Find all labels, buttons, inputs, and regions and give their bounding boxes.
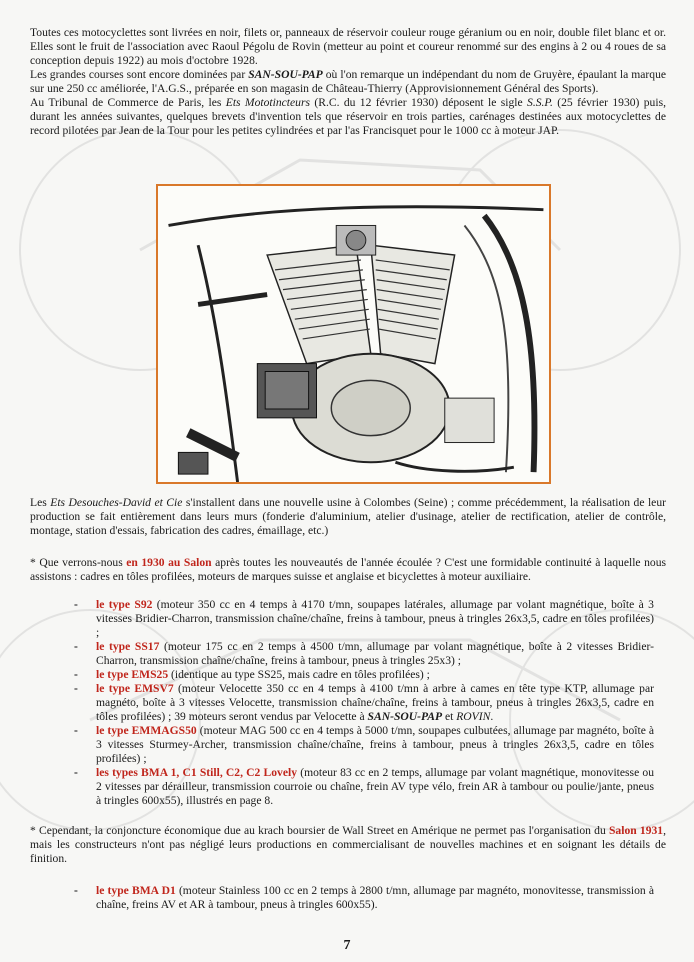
list-item: - le type EMMAGS50 (moteur MAG 500 cc en 4 temps à 5000 t/mn, soupapes culbutées, allumage par magnéto, boîte à 3 vitesses Sturmey-Archer, transmission chaîne/chaîne, freins à tambour, pneus à tringles 26x3,5, cadre en tôles profilées) ; xyxy=(74,724,654,766)
list-item: - le type SS17 (moteur 175 cc en 2 temps à 4500 t/mn, allumage par volant magnétique, boîte à 2 vitesses Bridier-Charron, transmission chaîne/chaîne, freins à tambour, pneus à tringles 25x3) ; xyxy=(74,640,654,668)
list-item: - le type S92 (moteur 350 cc en 4 temps à 4170 t/mn, soupapes latérales, allumage par volant magnétique, boîte à 3 vitesses Bridier-Charron, transmission chaîne/chaîne, freins à tambour, pneus à tringles 26x3,5, cadre en tôles profilées) ; xyxy=(74,598,654,640)
intro-text xyxy=(30,26,666,138)
engine-illustration xyxy=(156,184,551,484)
intro-paragraph-1: Toutes ces motocyclettes sont livrées en noir, filets or, panneaux de réservoir couleur rouge géranium ou en noir, double filet blanc et or. Elles sont le fruit de l'association avec Raoul Pégolu de Rovin (metteur au point et coureur renommé sur des engins à 2 ou 4 roues de sa conception depuis 1922) au mois d'octobre 1928. xyxy=(30,26,666,67)
models-1931-list xyxy=(74,884,654,912)
salon-1930-paragraph: * Que verrons-nous en 1930 au Salon après toutes les nouveautés de l'année écoulée ? C'est une formidable continuité à laquelle nous assistons : cadres en tôles profilées, moteurs de marques suisse et anglaise et bicyclettes à moteur auxiliaire. xyxy=(30,556,667,583)
salon-1931-paragraph: * Cependant, la conjoncture économique due au krach boursier de Wall Street en Amérique ne permet pas l'organisation du Salon 1931, mais les constructeurs n'ont pas négligé leurs productions en commercialisant de nouvelles machines et en soignant les détails de finition. xyxy=(30,824,666,865)
list-item: - les types BMA 1, C1 Still, C2, C2 Lovely (moteur 83 cc en 2 temps, allumage par volant magnétique, monovitesse ou 2 vitesses par dérailleur, transmission courroie ou chaîne, frein AV type vélo, frein AR à tambour ou poulie/jante, pneus à tringles 600x55), illustrés en page 8. xyxy=(74,766,654,808)
page-number: 7 xyxy=(343,938,351,953)
engine-drawing xyxy=(158,186,549,482)
models-1930-list xyxy=(74,598,654,808)
list-item: - le type BMA D1 (moteur Stainless 100 cc en 2 temps à 2800 t/mn, allumage par magnéto, monovitesse, transmission à chaîne, freins AV et AR à tambour, pneus à tringles 600x55). xyxy=(74,884,654,912)
list-item: - le type EMS25 (identique au type SS25, mais cadre en tôles profilées) ; xyxy=(74,668,654,682)
factory-paragraph: Les Ets Desouches-David et Cie s'installent dans une nouvelle usine à Colombes (Seine) ; comme précédemment, la réalisation de leur production se fait entièrement dans leurs murs (fonderie d'aluminium, atelier d'usinage, atelier de rectification, atelier de contrôle, montage, station d'essais, fabrication des cadres, émaillage, etc.) xyxy=(30,496,666,537)
intro-paragraph-3: Au Tribunal de Commerce de Paris, les Ets Mototincteurs (R.C. du 12 février 1930) déposent le sigle S.S.P. (25 février 1930) puis, durant les années suivantes, quelques brevets d'invention tels que réservoir en trois parties, carénages destinées aux motocyclettes de record pilotées par Jean de la Tour pour les petites cylindrées et par l'as Francisquet pour le 1000 cc à moteur JAP. xyxy=(30,96,666,137)
intro-paragraph-2: Les grandes courses sont encore dominées par SAN-SOU-PAP où l'on remarque un indépendant du nom de Gruyère, épaulant la marque sur une 250 cc améliorée, l'A.G.S., préparée en son magasin de Château-Thierry (Approvisionnement Général des Sports). xyxy=(30,68,667,95)
list-item: - le type EMSV7 (moteur Velocette 350 cc en 4 temps à 4100 t/mn à arbre à cames en tête type KTP, allumage par magnéto, boîte à 3 vitesses Velocette, transmission chaîne/chaîne, freins à tambour, pneus à tringles 26x3,5, cadre en tôles profilées) ; 39 moteurs seront vendus par Velocette à SAN-SOU-PAP et ROVIN. xyxy=(74,682,654,724)
